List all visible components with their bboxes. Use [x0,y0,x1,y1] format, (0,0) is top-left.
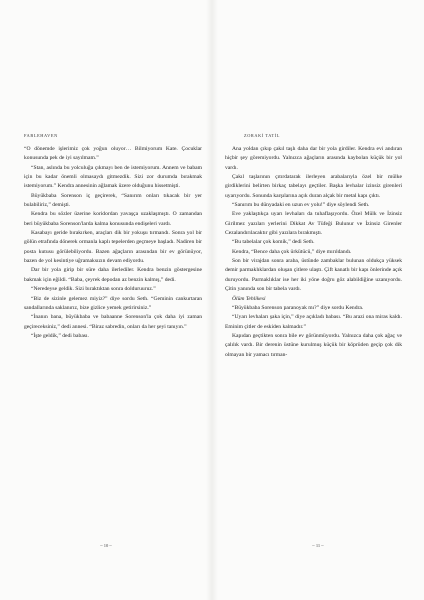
left-running-head: FABLEHAVEN [24,133,58,138]
paragraph: Son bir virajdan sonra araba, üstünde zambaklar bulunan oldukça yüksek demir parmaklıklardan oluşan çitlere ulaştı. Çift kanatlı bir kapı önlerinde açık duruyordu. Parmaklıklar ise her iki yöne doğru göz alabildiğine uzanıyordu. Çitin yanında son bir tabela vardı. [225,258,402,293]
right-page [212,0,424,600]
paragraph: “O dönemde işlerimiz çok yoğun oluyor… Bilmiyorum Kate. Çocuklar konusunda pek de iyi sayılmam.” [24,146,202,162]
book-gutter [206,0,218,600]
paragraph: Kendra bu sözler üzerine koridordan yavaşça uzaklaşmıştı. O zamandan beri büyükbaba Sorenson'larda kalma konusunda endişeleri vardı. [24,211,202,227]
paragraph: “Büyükbaba Sorenson paranoyak mı?” diye sordu Kendra. [232,304,364,311]
right-running-head: ZORAKİ TATİL [244,133,281,138]
paragraph: “Neredeyse geldik. Sizi bıraktıktan sonra dolduruuruz.” [31,286,156,293]
paragraph: Kapıdan geçtikten sonra bile ev görünmüyordu. Yalnızca daha çok ağaç ve çalılık vardı. Bir derenin üstüne kurulmuş küçük bir köprüden geçip çok dik olmayan bir yamacı tırman- [225,332,402,358]
paragraph: “İnanın bana, büyükbaba ve babaanne Sorenson'la çok daha iyi zaman geçireceksiniz,” dedi annesi. “Biraz sabredin, onları da her şeyi tanıyın.” [24,314,202,330]
paragraph: Eve yaklaştıkça uyarı levhaları da tuhaflaşıyordu. Özel Mülk ve İzinsiz Girilmez yazıları yerlerini Dikkat Av Tüfeği Bulunur ve İzinsiz Girenler Cezalandırılacaktır gibi yazılara bırakmıştı. [225,211,402,237]
paragraph: “İşte geldik,” dedi babası. [31,332,89,339]
paragraph: “Biz de sizinle gelemez miyiz?” diye sordu Seth. “Geminin cankurtaran sandallarında saklanırız, bize gizlice yemek getirirsiniz.” [24,295,202,311]
paragraph: Kendra, “Bence daha çok ürkütücü,” diye mırıldandı. [232,248,352,255]
right-page-body [225,145,402,360]
paragraph: Ana yoldan çıkıp çakıl taşlı daha dar bir yola girdiler. Kendra evi andıran hiçbir şey göremiyordu. Yalnızca ağaçların arasında kaybolan küçük bir yol vardı. [225,146,402,171]
left-page-body [24,145,202,341]
left-page-number: ~ 10 ~ [100,543,112,548]
paragraph: “Bu tabelalar çok komik,” dedi Seth. [232,239,315,246]
paragraph: “Uyarı levhaları şaka için,” diye açıkladı babası. “Bu arazi ona miras kaldı. Eminim çitler de eskiden kalmadır.” [225,314,402,330]
paragraph: Kasabayı geride bırakırken, araçları dik bir yokuşu tırmandı. Sonra yol bir gölün etrafında dönerek ormanla kaplı tepelerden geçmeye başladı. Nadiren bir posta kutusu görülebiliyordu. Bazen ağaçların arasından bir ev görünüyor, bazen de yol kesintiye uğramaksızın devam ediyordu. [24,230,202,265]
warning-sign-text: Ölüm Tehlikesi [232,295,266,302]
paragraph: Dar bir yola girip bir süre daha ilerlediler. Kendra benzin göstergesine bakmak için eğildi. “Baba, çeyrek depodan az benzin kalmış,” dedi. [24,267,202,283]
right-page-number: ~ 11 ~ [312,543,324,548]
paragraph: Çakıl taşlarının çıtırdatarak ilerleyen arabalarıyla özel bir mülke girdiklerini belirten birkaç tabelayı geçtiler. Başka levhalar izinsiz girenleri uyarıyordu. Sonunda karşılarına açık duran alçak bir metal kapı çıktı. [225,174,402,199]
paragraph: “Sanırım bu dünyadaki en uzun ev yolu!” diye söylendi Seth. [232,202,370,209]
paragraph: “Stan, aslında bu yolculuğa çıkmayı ben de istemiyorum. Annem ve babam için bu kadar önemli olmasaydı gitmezdik. Sizi zor durumda bırakmak istemiyorum.” Kendra annesinin ağlamak üzere olduğunu hissetmişti. [24,164,202,190]
paragraph: Büyükbaba Sorenson iç geçirerek, “Sanırım onları tıkacak bir yer bulabiliriz,” demişti. [24,192,202,209]
